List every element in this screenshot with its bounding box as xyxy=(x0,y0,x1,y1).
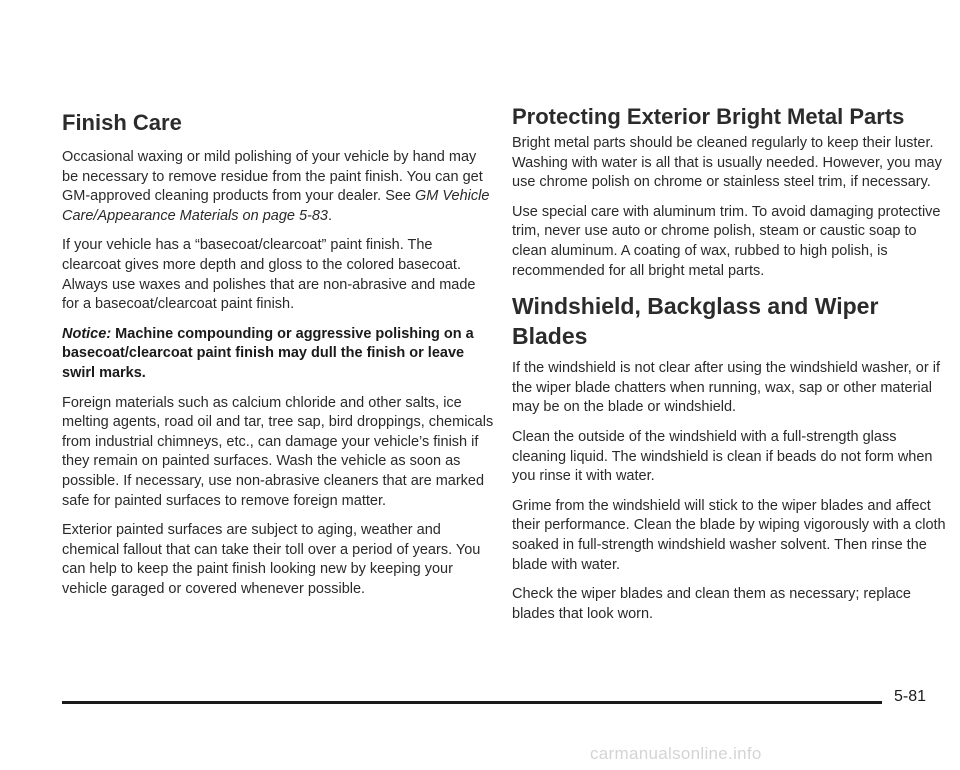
notice-text: Machine compounding or aggressive polishing on a basecoat/clearcoat paint finish may dull the finish or leave swirl marks. xyxy=(62,325,474,381)
watermark: carmanualsonline.info xyxy=(590,744,762,763)
notice-label: Notice: xyxy=(62,325,112,342)
bright-metal-paragraph-2: Use special care with aluminum trim. To avoid damaging protective trim, never use auto or chrome polish, steam or caustic soap to clean aluminum. A coating of wax, rubbed to high polish, is recommended for all bright metal parts. xyxy=(512,203,941,279)
windshield-paragraph-1: If the windshield is not clear after using the windshield washer, or if the wiper blade chatters when running, wax, sap or other material may be on the blade or windshield. xyxy=(512,360,940,416)
windshield-paragraph-3: Grime from the windshield will stick to the wiper blades and affect their performance. Clean the blade by wiping vigorously with a cloth soaked in full-strength windshield washer solvent. Then rinse the blade with water. xyxy=(512,497,946,573)
left-column xyxy=(62,98,494,609)
bright-metal-heading: Protecting Exterior Bright Metal Parts xyxy=(512,104,905,129)
notice-block xyxy=(62,325,494,384)
paragraph-text: Occasional waxing or mild polishing of your vehicle by hand may be necessary to remove residue from the paint finish. You can get GM-approved cleaning products from your dealer. See xyxy=(62,149,483,205)
paragraph-end: . xyxy=(328,207,333,224)
windshield-paragraph-4: Check the wiper blades and clean them as necessary; replace blades that look worn. xyxy=(512,586,911,622)
windshield-heading: Windshield, Backglass and Wiper Blades xyxy=(512,293,879,350)
bright-metal-paragraph-1: Bright metal parts should be cleaned regularly to keep their luster. Washing with water is all that is usually needed. However, you may use chrome polish on chrome or stainless steel trim, if necessary. xyxy=(512,135,942,191)
finish-care-paragraph-3: Foreign materials such as calcium chloride and other salts, ice melting agents, road oil and tar, tree sap, bird droppings, chemicals from industrial chimneys, etc., can damage your vehicle’s finish if they remain on painted surfaces. Wash the vehicle as soon as possible. If necessary, use non-abrasive cleaners that are marked safe for painted surfaces to remove foreign matter. xyxy=(62,394,494,509)
finish-care-heading: Finish Care xyxy=(62,110,182,135)
finish-care-paragraph-4: Exterior painted surfaces are subject to aging, weather and chemical fallout that can take their toll over a period of years. You can help to keep the paint finish looking new by keeping your vehicle garaged or covered whenever possible. xyxy=(62,522,481,597)
cross-reference: GM Vehicle Care/Appearance Materials on page 5-83 xyxy=(62,188,490,224)
footer-rule xyxy=(62,701,882,704)
finish-care-paragraph-1 xyxy=(62,148,494,226)
windshield-paragraph-2: Clean the outside of the windshield with a full-strength glass cleaning liquid. The windshield is clean if beads do not form when you rinse it with water. xyxy=(512,428,933,485)
page-number: 5-81 xyxy=(894,688,927,705)
right-column xyxy=(512,98,948,634)
finish-care-paragraph-2: If your vehicle has a “basecoat/clearcoat” paint finish. The clearcoat gives more depth and gloss to the colored basecoat. Always use waxes and polishes that are non-abrasive and made for a basecoat/clearcoat paint finish. xyxy=(62,237,476,313)
